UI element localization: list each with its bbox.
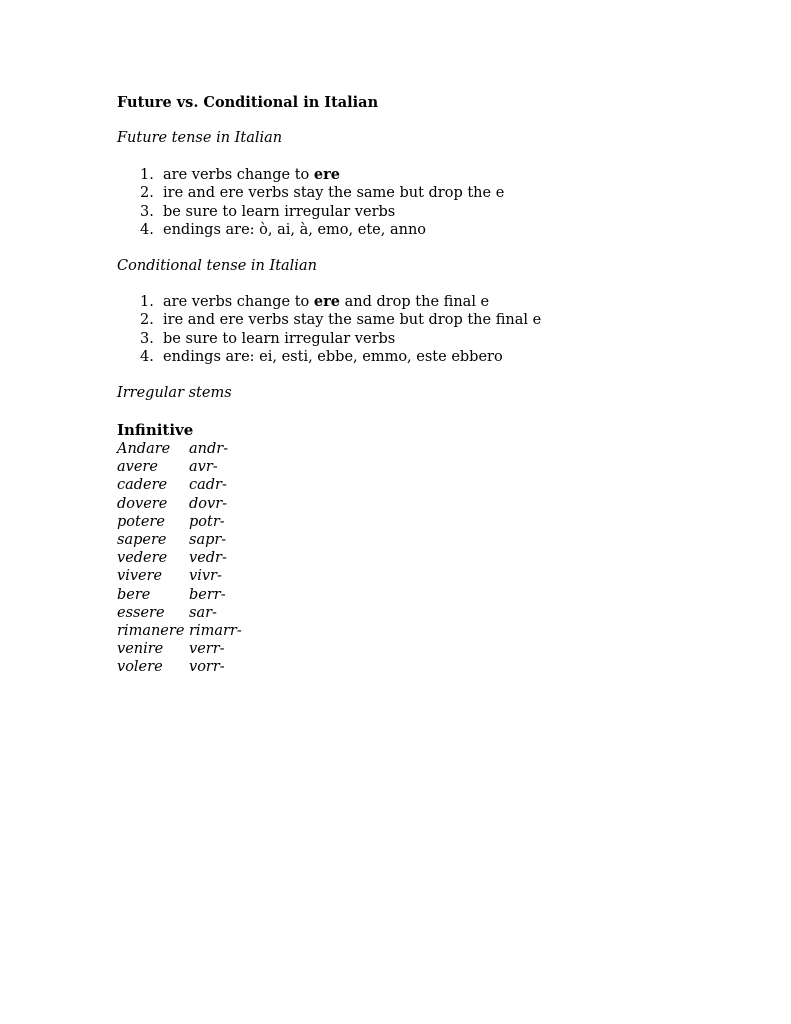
list-item-text-part: endings are: ò, ai, à, emo, ete, anno <box>163 221 427 238</box>
list-item-text-part: are verbs change to <box>163 294 314 310</box>
list-item-text <box>163 330 395 348</box>
list-item-number: 1. <box>140 167 154 183</box>
document-title: Future vs. Conditional in Italian <box>117 94 379 111</box>
stem-cell: avr- <box>189 459 218 476</box>
stem-cell: cadr- <box>189 477 227 494</box>
list-item-text-part: ire and ere verbs stay the same but drop the final e <box>163 312 542 329</box>
list-item-text <box>163 184 504 202</box>
list-item-number: 3. <box>140 330 154 347</box>
stem-cell: verr- <box>189 641 225 658</box>
infinitive-cell: volere <box>117 659 163 676</box>
infinitive-cell: dovere <box>117 495 168 512</box>
infinitive-cell: cadere <box>117 477 168 494</box>
list-item-text <box>163 221 426 239</box>
infinitive-cell: essere <box>117 604 165 621</box>
list-item-text-part: be sure to learn irregular verbs <box>163 330 396 347</box>
infinitive-cell: rimanere <box>117 622 185 639</box>
stem-cell: rimarr- <box>189 622 242 639</box>
infinitive-cell: sapere <box>117 531 167 548</box>
list-item-number: 1. <box>140 294 154 310</box>
list-item-bold-term: ere <box>313 166 340 183</box>
stem-cell: berr- <box>189 586 226 603</box>
list-item-text <box>163 203 395 221</box>
irregular-section-heading: Irregular stems <box>117 385 232 401</box>
infinitive-cell: vivere <box>117 568 163 585</box>
list-item-text-part: be sure to learn irregular verbs <box>163 203 396 220</box>
list-item-number: 4. <box>140 221 154 238</box>
infinitive-cell: venire <box>117 641 164 658</box>
list-item-text <box>163 166 340 184</box>
list-item-text-part: are verbs change to <box>163 167 314 183</box>
stem-cell: andr- <box>189 441 229 457</box>
infinitive-cell: Andare <box>117 441 171 457</box>
list-item-number: 3. <box>140 203 154 220</box>
list-item-text <box>163 293 489 311</box>
future-section-heading: Future tense in Italian <box>117 130 283 146</box>
list-item-number: 2. <box>140 185 154 202</box>
stem-cell: vivr- <box>189 568 222 585</box>
infinitive-cell: avere <box>117 459 158 476</box>
list-item-number: 2. <box>140 312 154 329</box>
stem-cell: sapr- <box>189 531 227 548</box>
list-item-number: 4. <box>140 348 154 365</box>
conditional-section-heading: Conditional tense in Italian <box>117 258 317 274</box>
stem-cell: sar- <box>189 604 217 621</box>
stem-cell: dovr- <box>189 495 228 512</box>
list-item-text-part: ire and ere verbs stay the same but drop the e <box>163 185 505 202</box>
stem-cell: vedr- <box>189 550 227 567</box>
list-item-text-part: endings are: ei, esti, ebbe, emmo, este ebbero <box>163 348 503 365</box>
list-item-text-part: and drop the final e <box>339 294 490 310</box>
infinitive-cell: vedere <box>117 550 168 567</box>
stem-cell: vorr- <box>189 659 225 676</box>
infinitive-cell: bere <box>117 586 151 603</box>
infinitive-table-heading: Infinitive <box>117 421 194 439</box>
infinitive-cell: potere <box>117 513 165 530</box>
list-item-text <box>163 348 503 366</box>
list-item-bold-term: ere <box>313 293 340 310</box>
stem-cell: potr- <box>189 513 225 530</box>
list-item-text <box>163 311 541 329</box>
